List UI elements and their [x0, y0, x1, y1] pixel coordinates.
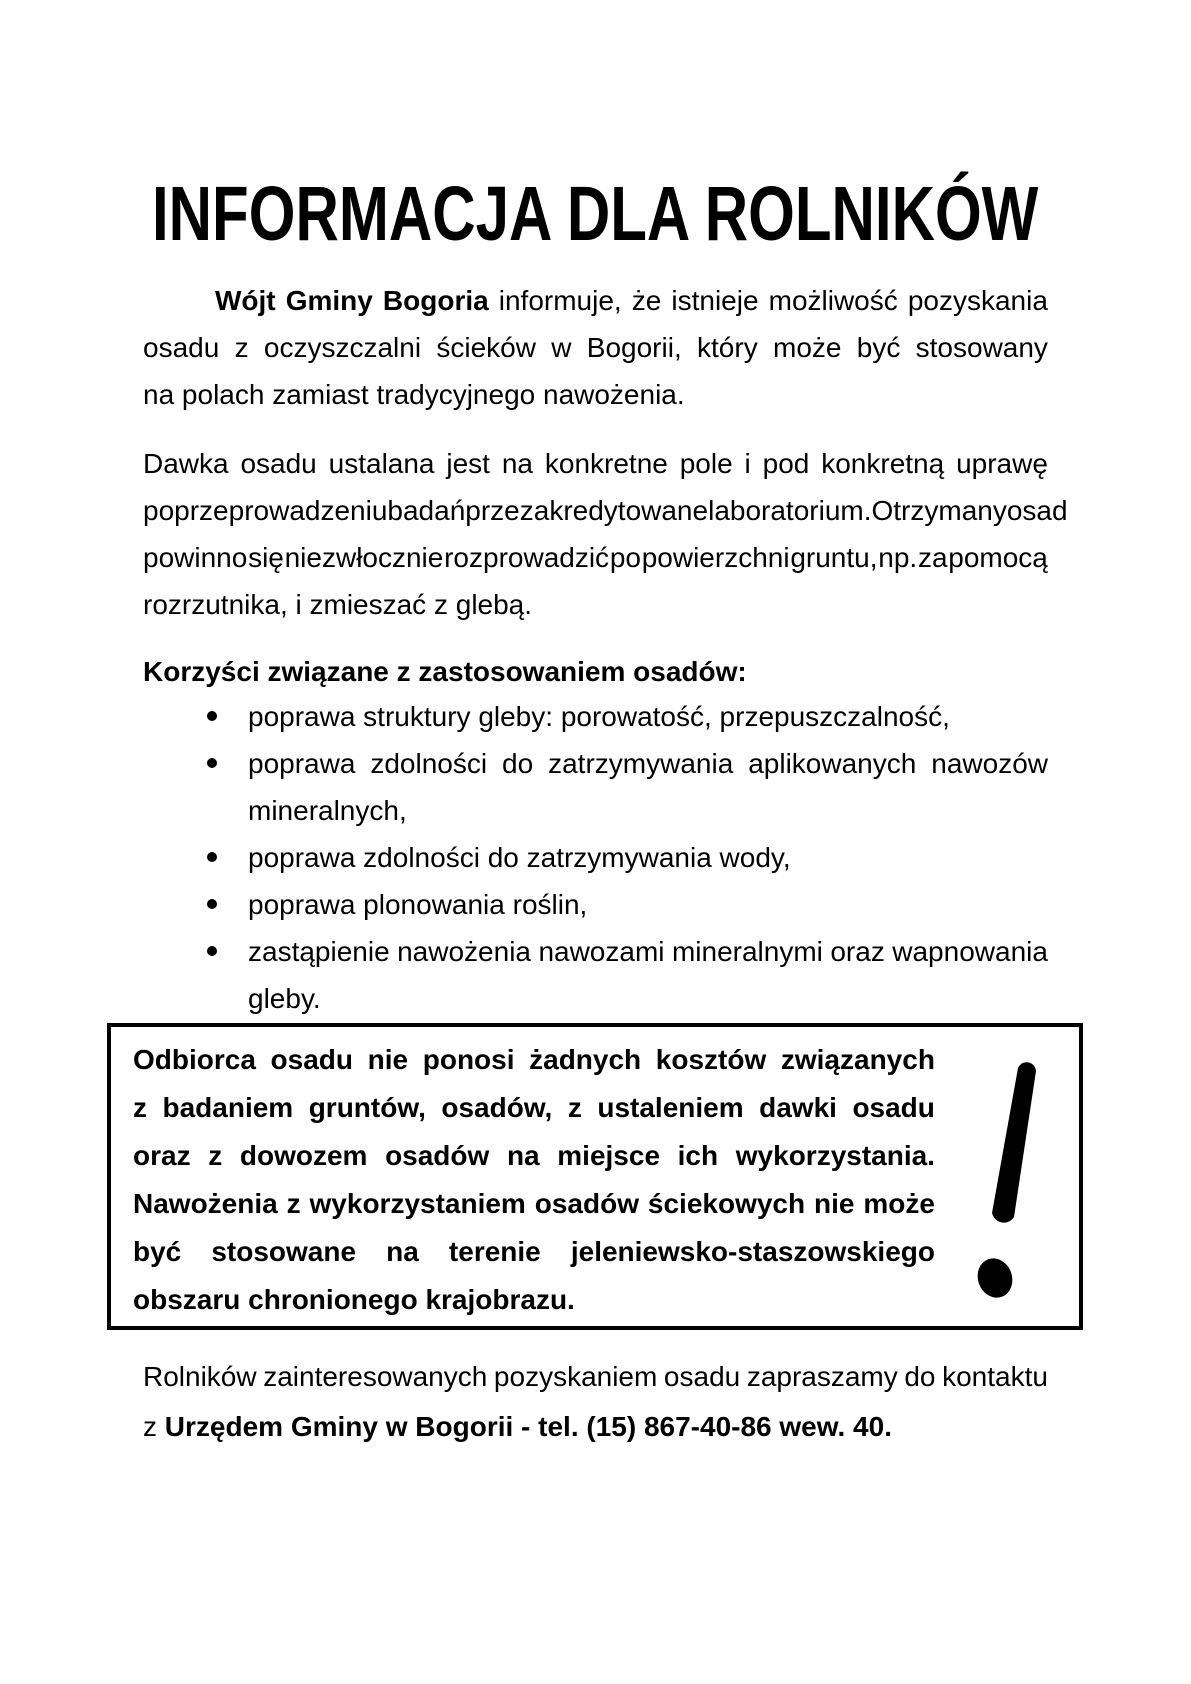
benefits-list: [143, 693, 1048, 1022]
word: osadów: [385, 1140, 490, 1171]
word: być: [856, 332, 901, 363]
word: być: [133, 1236, 182, 1267]
bullet-icon: [207, 899, 217, 909]
word: osadu: [852, 1092, 935, 1123]
word: ustalana: [328, 448, 435, 479]
word: Bogoria: [382, 285, 489, 316]
text-segment: poprawa plonowania roślin,: [248, 889, 588, 920]
bullet-item: [143, 881, 1048, 928]
word: np.: [878, 542, 918, 573]
alert-text: [133, 1036, 935, 1324]
word: z: [133, 1092, 147, 1123]
text-segment: poprawa struktury gleby: porowatość, przepuszczalność,: [248, 701, 950, 732]
benefits-heading: Korzyści związane z zastosowaniem osadów:: [143, 656, 747, 687]
word: niezwłocznie: [284, 542, 444, 573]
word: badań: [387, 495, 466, 526]
text-line: [133, 1036, 935, 1084]
word: akredytowane: [533, 495, 709, 526]
bullet-item: [143, 693, 1048, 740]
word: gruntów,: [308, 1092, 426, 1123]
word: Dawka: [143, 448, 229, 479]
text-line: [133, 1180, 935, 1228]
word: Rolników: [143, 1361, 257, 1392]
word: zapraszamy: [746, 1361, 898, 1392]
word: przez: [465, 495, 534, 526]
word: wykorzystania.: [735, 1140, 935, 1171]
word: stosowane: [211, 1236, 357, 1267]
text-line: [143, 324, 1048, 371]
word: do: [904, 1361, 936, 1392]
text-segment: rozrzutnika, i zmieszać z glebą.: [143, 589, 533, 620]
word: po: [609, 542, 641, 573]
word: Wójt: [215, 285, 276, 316]
bullet-item: [143, 834, 1048, 881]
word: z: [234, 332, 249, 363]
word: Otrzymany: [871, 495, 1007, 526]
word: ponosi: [422, 1044, 515, 1075]
word: osad: [1006, 495, 1068, 526]
word: wapnowania: [892, 936, 1048, 967]
text-line: [248, 834, 1048, 881]
word: może: [773, 332, 842, 363]
text-line: [143, 1352, 1048, 1402]
word: nawożenia: [397, 936, 531, 967]
word: osadów,: [441, 1092, 553, 1123]
word: konkretną: [821, 448, 945, 479]
bullet-icon: [207, 852, 217, 862]
paragraph-intro: [143, 277, 1048, 418]
word: po: [143, 495, 175, 526]
word: Gminy: [285, 285, 373, 316]
word: Nawożenia: [133, 1188, 278, 1219]
text-segment: obszaru chronionego krajobrazu.: [133, 1284, 575, 1315]
word: oraz: [830, 936, 885, 967]
bullet-lines: [248, 693, 1048, 740]
text-line: [133, 1132, 935, 1180]
word: ściekowych: [647, 1188, 806, 1219]
bullet-icon: [207, 711, 217, 721]
text-line: [248, 693, 1048, 740]
word: wykorzystaniem: [309, 1188, 526, 1219]
word: istnieje: [671, 285, 759, 316]
word: poprawa: [248, 748, 356, 779]
bullet-icon: [207, 946, 217, 956]
word: na: [501, 448, 533, 479]
word: związanych: [780, 1044, 935, 1075]
word: kontaktu: [942, 1361, 1048, 1392]
word: może: [863, 1188, 935, 1219]
word: ścieków: [436, 332, 536, 363]
word: badaniem: [162, 1092, 294, 1123]
word: z: [208, 1140, 223, 1171]
word: nie: [814, 1188, 855, 1219]
word: w: [551, 332, 572, 363]
exclamation-bar: [992, 1062, 1036, 1222]
bullet-icon: [207, 758, 217, 768]
word: rozprowadzić: [444, 542, 610, 573]
text-segment: na polach zamiast tradycyjnego nawożenia.: [143, 379, 685, 410]
word: przeprowadzeniu: [174, 495, 388, 526]
word: możliwość: [768, 285, 898, 316]
text-line: [133, 1276, 935, 1324]
word: który: [697, 332, 758, 363]
word: ustaleniem: [597, 1092, 744, 1123]
text-line: [143, 277, 1048, 324]
word: powierzchni: [641, 542, 790, 573]
word: dowozem: [239, 1140, 368, 1171]
word: pozyskaniem: [493, 1361, 658, 1392]
word: nawozami: [538, 936, 665, 967]
word: z: [567, 1092, 582, 1123]
word: nawozów: [931, 748, 1048, 779]
exclamation-icon: [975, 1060, 1041, 1300]
word: do: [502, 748, 534, 779]
word: mineralnymi: [671, 936, 823, 967]
word: aplikowanych: [748, 748, 917, 779]
word: osadów: [534, 1188, 639, 1219]
word: zainteresowanych: [263, 1361, 488, 1392]
word: informuje,: [498, 285, 622, 316]
word: pole: [679, 448, 733, 479]
word: jeleniewsko-staszowskiego: [570, 1236, 935, 1267]
word: laboratorium.: [708, 495, 872, 526]
word: powinno: [143, 542, 248, 573]
word: dawki: [759, 1092, 837, 1123]
word: oraz: [133, 1140, 191, 1171]
word: gruntu,: [790, 542, 878, 573]
document-title-text: INFORMACJA DLA ROLNIKÓW: [152, 170, 1039, 257]
text-segment: z: [143, 1411, 157, 1442]
word: miejsce: [557, 1140, 661, 1171]
text-line: [143, 1402, 1048, 1452]
word: pod: [762, 448, 810, 479]
text-line: [143, 440, 1048, 487]
word: osadu: [240, 448, 317, 479]
word: na: [506, 1140, 540, 1171]
paragraph-dose: [143, 440, 1068, 628]
word: zatrzymywania: [548, 748, 734, 779]
bullet-lines: [248, 834, 1048, 881]
bullet-lines: [248, 881, 1048, 928]
word: ich: [677, 1140, 719, 1171]
word: nie: [367, 1044, 409, 1075]
word: terenie: [448, 1236, 541, 1267]
word: uprawę: [956, 448, 1048, 479]
bullet-lines: [248, 928, 1048, 1022]
text-segment: gleby.: [248, 983, 321, 1014]
text-line: [133, 1228, 935, 1276]
exclamation-dot: [975, 1253, 1018, 1300]
bullet-item: [143, 740, 1048, 834]
text-segment: poprawa zdolności do zatrzymywania wody,: [248, 842, 791, 873]
document-title: [0, 170, 1191, 257]
alert-box: [107, 1023, 1083, 1330]
text-line: [143, 487, 1068, 534]
text-line: [143, 371, 1048, 418]
word: osadu: [270, 1044, 354, 1075]
text-line: [248, 787, 1048, 834]
text-segment: mineralnych,: [248, 795, 407, 826]
word: osadu: [143, 332, 220, 363]
text-line: [248, 881, 1048, 928]
word: na: [386, 1236, 419, 1267]
word: Odbiorca: [133, 1044, 256, 1075]
word: Bogorii,: [586, 332, 682, 363]
text-line: [143, 581, 1048, 628]
paragraph-contact: [143, 1352, 1048, 1452]
word: osadu: [663, 1361, 741, 1392]
word: oczyszczalni: [263, 332, 422, 363]
bullet-item: [143, 928, 1048, 1022]
word: kosztów: [655, 1044, 767, 1075]
word: się: [248, 542, 284, 573]
text-line: [248, 740, 1048, 787]
word: żadnych: [529, 1044, 642, 1075]
word: że: [631, 285, 662, 316]
word: konkretne: [544, 448, 668, 479]
word: zdolności: [370, 748, 488, 779]
text-segment: Urzędem Gminy w Bogorii - tel. (15) 867-40-86 wew. 40.: [164, 1411, 892, 1442]
word: pozyskania: [907, 285, 1048, 316]
word: jest: [446, 448, 490, 479]
text-line: [248, 975, 1048, 1022]
word: i: [744, 448, 751, 479]
text-line: [248, 928, 1048, 975]
text-line: [143, 534, 1048, 581]
word: pomocą: [948, 542, 1048, 573]
word: zastąpienie: [248, 936, 390, 967]
text-line: [133, 1084, 935, 1132]
word: stosowany: [915, 332, 1048, 363]
word: za: [917, 542, 948, 573]
bullet-lines: [248, 740, 1048, 834]
word: z: [286, 1188, 301, 1219]
